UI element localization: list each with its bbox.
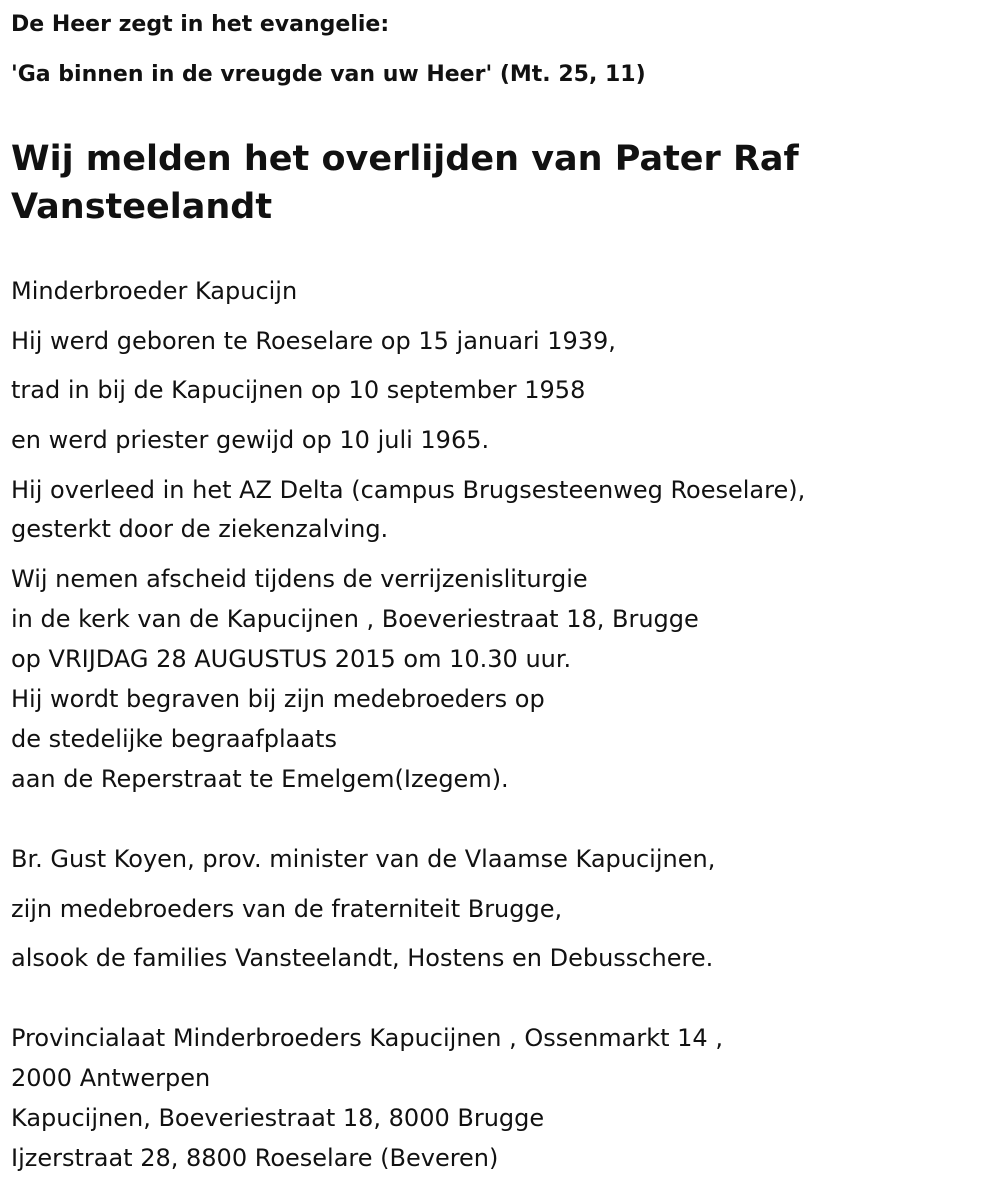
funeral-line-2: in de kerk van de Kapucijnen , Boeveriestraat 18, Brugge [11, 605, 699, 633]
funeral-line-4: Hij wordt begraven bij zijn medebroeders op [11, 685, 545, 713]
mourners-line-1: Br. Gust Koyen, prov. minister van de Vlaamse Kapucijnen, [11, 845, 716, 873]
bio-died-line-2: gesterkt door de ziekenzalving. [11, 515, 389, 543]
mourners-line-2: zijn medebroeders van de fraterniteit Brugge, [11, 895, 563, 923]
intro-line-1: De Heer zegt in het evangelie: [11, 12, 390, 37]
page-title: Wij melden het overlijden van Pater Raf Vansteelandt [11, 139, 799, 227]
mourners-line-3: alsook de families Vansteelandt, Hostens en Debusschere. [11, 944, 714, 972]
funeral-line-3: op VRIJDAG 28 AUGUSTUS 2015 om 10.30 uur. [11, 645, 572, 673]
address-line-4: Ijzerstraat 28, 8800 Roeselare (Beveren) [11, 1144, 499, 1172]
address-line-1: Provincialaat Minderbroeders Kapucijnen , Ossenmarkt 14 , [11, 1024, 723, 1052]
bio-order: Minderbroeder Kapucijn [11, 277, 298, 305]
bio-entered: trad in bij de Kapucijnen op 10 september 1958 [11, 376, 586, 404]
address-line-3: Kapucijnen, Boeveriestraat 18, 8000 Brugge [11, 1104, 545, 1132]
bio-born: Hij werd geboren te Roeselare op 15 januari 1939, [11, 327, 616, 355]
address-line-2: 2000 Antwerpen [11, 1064, 211, 1092]
funeral-line-6: aan de Reperstraat te Emelgem(Izegem). [11, 765, 509, 793]
funeral-line-5: de stedelijke begraafplaats [11, 725, 337, 753]
bio-died-line-1: Hij overleed in het AZ Delta (campus Brugsesteenweg Roeselare), [11, 476, 806, 504]
funeral-line-1: Wij nemen afscheid tijdens de verrijzenisliturgie [11, 565, 588, 593]
bio-ordained: en werd priester gewijd op 10 juli 1965. [11, 426, 490, 454]
intro-line-2: 'Ga binnen in de vreugde van uw Heer' (Mt. 25, 11) [11, 62, 646, 87]
